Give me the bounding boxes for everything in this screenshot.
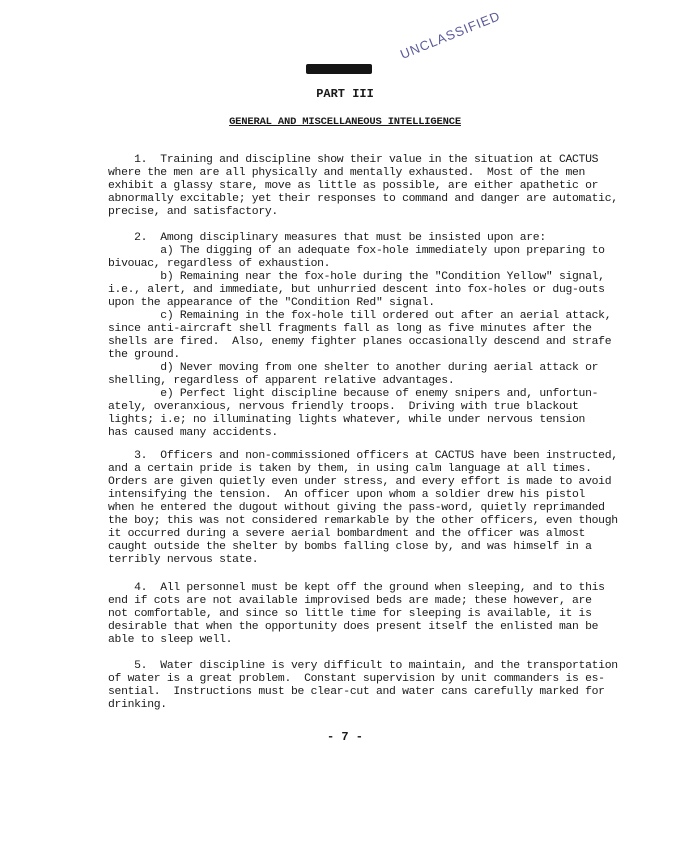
text-line: of water is a great problem. Constant supervision by unit commanders is es- xyxy=(108,673,605,685)
text-line: a) The digging of an adequate fox-hole immediately upon preparing to xyxy=(108,245,605,257)
text-line: upon the appearance of the "Condition Red" signal. xyxy=(108,297,435,309)
text-line: caught outside the shelter by bombs falling close by, and was himself in a xyxy=(108,541,592,553)
text-line: it occurred during a severe aerial bombardment and the officer was almost xyxy=(108,528,586,540)
text-line: desirable that when the opportunity does present itself the enlisted man be xyxy=(108,621,599,633)
text-line: not comfortable, and since so little time for sleeping is available, it is xyxy=(108,608,592,620)
paragraph-5 xyxy=(108,660,620,712)
text-line: end if cots are not available improvised beds are made; these however, are xyxy=(108,595,592,607)
paragraph-3 xyxy=(108,450,620,567)
paragraph-2 xyxy=(108,232,620,440)
part-title: PART III xyxy=(316,87,374,101)
text-line: and a certain pride is taken by them, in using calm language at all times. xyxy=(108,463,592,475)
text-line: b) Remaining near the fox-hole during the "Condition Yellow" signal, xyxy=(108,271,605,283)
text-line: sential. Instructions must be clear-cut and water cans carefully marked for xyxy=(108,686,605,698)
text-line: bivouac, regardless of exhaustion. xyxy=(108,258,331,270)
text-line: where the men are all physically and mentally exhausted. Most of the men xyxy=(108,167,586,179)
text-line: e) Perfect light discipline because of enemy snipers and, unfortun- xyxy=(108,388,599,400)
text-line: able to sleep well. xyxy=(108,634,233,646)
text-line: i.e., alert, and immediate, but unhurried descent into fox-holes or dug-outs xyxy=(108,284,605,296)
text-line: c) Remaining in the fox-hole till ordered out after an aerial attack, xyxy=(108,310,612,322)
text-line: lights; i.e; no illuminating lights whatever, while under nervous tension xyxy=(108,414,586,426)
text-line: terribly nervous state. xyxy=(108,554,259,566)
text-line: 5. Water discipline is very difficult to maintain, and the transportation xyxy=(108,660,618,672)
text-line: 2. Among disciplinary measures that must be insisted upon are: xyxy=(108,232,546,244)
text-line: precise, and satisfactory. xyxy=(108,206,278,218)
page-number: - 7 - xyxy=(326,730,363,744)
text-line: drinking. xyxy=(108,699,167,711)
text-line: since anti-aircraft shell fragments fall as long as five minutes after the xyxy=(108,323,592,335)
text-line: shelling, regardless of apparent relative advantages. xyxy=(108,375,455,387)
paragraph-4 xyxy=(108,582,620,647)
text-line: 4. All personnel must be kept off the ground when sleeping, and to this xyxy=(108,582,605,594)
section-title: GENERAL AND MISCELLANEOUS INTELLIGENCE xyxy=(229,116,461,128)
text-line: 3. Officers and non-commissioned officers at CACTUS have been instructed, xyxy=(108,450,618,462)
text-line: exhibit a glassy stare, move as little as possible, are either apathetic or xyxy=(108,180,599,192)
text-line: d) Never moving from one shelter to another during aerial attack or xyxy=(108,362,599,374)
text-line: shells are fired. Also, enemy fighter planes occasionally descend and strafe xyxy=(108,336,612,348)
text-line: Orders are given quietly even under stress, and every effort is made to avoid xyxy=(108,476,612,488)
text-line: 1. Training and discipline show their value in the situation at CACTUS xyxy=(108,154,599,166)
text-line: the boy; this was not considered remarkable by the other officers, even though xyxy=(108,515,618,527)
text-line: has caused many accidents. xyxy=(108,427,278,439)
text-line: ately, overanxious, nervous friendly troops. Driving with true blackout xyxy=(108,401,579,413)
text-line: the ground. xyxy=(108,349,180,361)
text-line: abnormally excitable; yet their responses to command and danger are automatic, xyxy=(108,193,618,205)
paragraph-1 xyxy=(108,154,620,219)
text-line: when he entered the dugout without giving the pass-word, quietly reprimanded xyxy=(108,502,605,514)
redacted-classification-marking xyxy=(306,64,372,74)
unclassified-stamp: UNCLASSIFIED xyxy=(398,8,503,62)
text-line: intensifying the tension. An officer upon whom a soldier drew his pistol xyxy=(108,489,586,501)
